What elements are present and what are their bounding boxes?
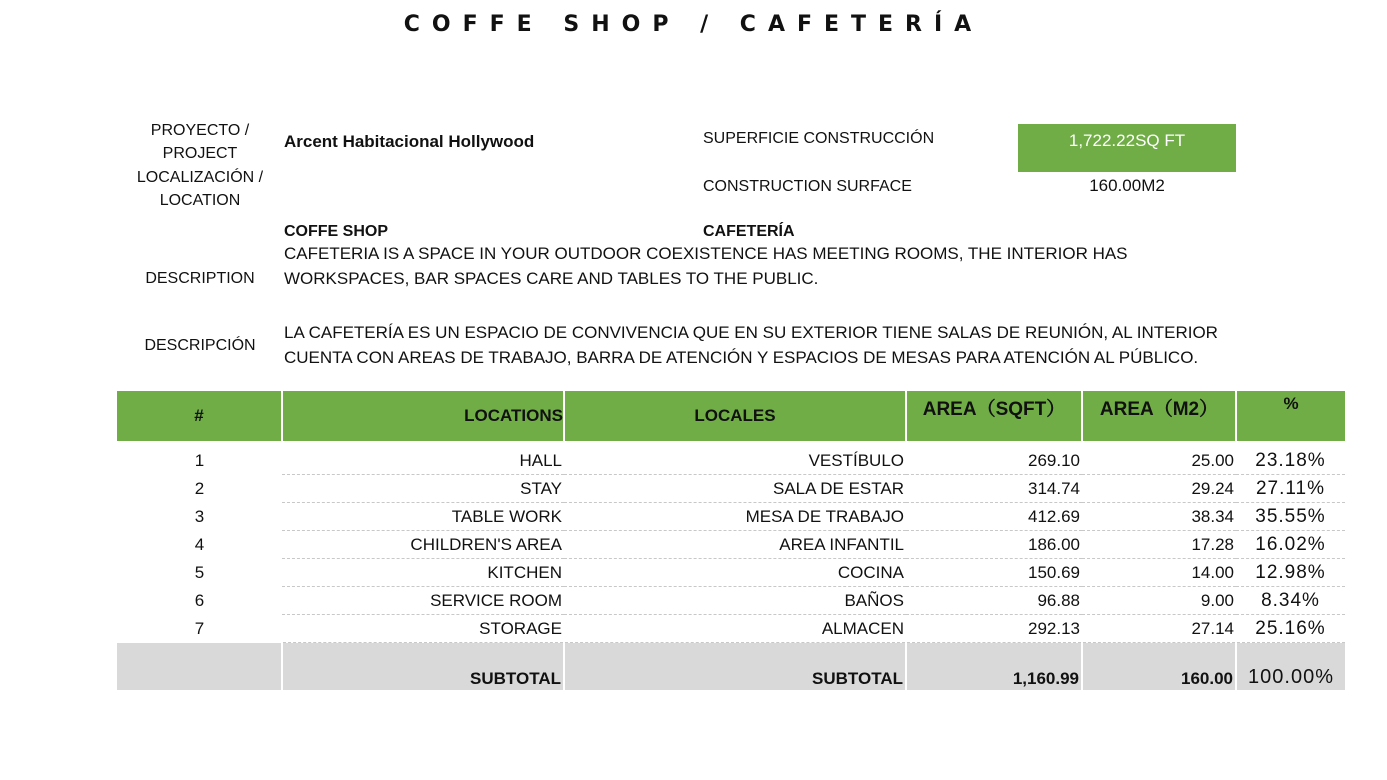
row-percent: 35.55% — [1236, 503, 1345, 531]
row-location: CHILDREN'S AREA — [282, 531, 564, 559]
surface-sqft-value: 1,722.22 — [1068, 131, 1136, 150]
row-local: COCINA — [564, 559, 906, 587]
row-number: 3 — [194, 506, 205, 526]
table-row — [117, 475, 1345, 503]
subtotal-label-en: SUBTOTAL — [282, 643, 564, 691]
subtotal-area-sqft: 1,160.99 — [906, 643, 1082, 691]
row-location: TABLE WORK — [282, 503, 564, 531]
row-area-sqft: 292.13 — [906, 615, 1082, 643]
table-row — [117, 447, 1345, 475]
surface-label-es: SUPERFICIE CONSTRUCCIÓN — [703, 130, 935, 147]
row-percent: 27.11% — [1236, 475, 1345, 503]
row-location: STORAGE — [282, 615, 564, 643]
header-locations: LOCATIONS — [282, 391, 564, 441]
table-row — [117, 503, 1345, 531]
row-area-m2: 14.00 — [1082, 559, 1236, 587]
project-name: Arcent Habitacional Hollywood — [284, 132, 535, 151]
row-local: MESA DE TRABAJO — [564, 503, 906, 531]
row-number: 4 — [194, 534, 205, 554]
row-location: STAY — [282, 475, 564, 503]
header-locales: LOCALES — [564, 391, 906, 441]
row-area-sqft: 412.69 — [906, 503, 1082, 531]
header-number: # — [117, 391, 282, 441]
row-local: VESTÍBULO — [564, 447, 906, 475]
row-percent: 16.02% — [1236, 531, 1345, 559]
heading-en: COFFE SHOP — [284, 223, 389, 240]
row-area-sqft: 186.00 — [906, 531, 1082, 559]
header-percent: % — [1236, 391, 1345, 441]
row-area-m2: 25.00 — [1082, 447, 1236, 475]
surface-sqft-box — [1018, 124, 1236, 172]
row-location: SERVICE ROOM — [282, 587, 564, 615]
row-number: 2 — [194, 478, 205, 498]
subtotal-label-es: SUBTOTAL — [564, 643, 906, 691]
row-area-m2: 29.24 — [1082, 475, 1236, 503]
description-en — [284, 241, 1364, 291]
surface-m2-value: 160.00 — [1089, 176, 1142, 195]
row-local: SALA DE ESTAR — [564, 475, 906, 503]
header-area-sqft: AREA（SQFT） — [906, 391, 1082, 441]
descripcion-label: DESCRIPCIÓN — [144, 337, 256, 354]
subtotal-percent: 100.00% — [1236, 643, 1345, 691]
surface-sqft-unit: SQ FT — [1135, 131, 1186, 150]
table-row — [117, 531, 1345, 559]
description-en-line: CAFETERIA IS A SPACE IN YOUR OUTDOOR COEXISTENCE HAS MEETING ROOMS, THE INTERIOR HAS — [284, 244, 1128, 263]
row-number: 5 — [194, 562, 205, 582]
description-label: DESCRIPTION — [145, 270, 255, 287]
table-header-row — [117, 391, 1345, 441]
surface-label-en: CONSTRUCTION SURFACE — [703, 178, 912, 195]
row-percent: 25.16% — [1236, 615, 1345, 643]
row-local: ALMACEN — [564, 615, 906, 643]
row-percent: 12.98% — [1236, 559, 1345, 587]
table-row — [117, 587, 1345, 615]
row-area-m2: 17.28 — [1082, 531, 1236, 559]
row-number: 1 — [194, 450, 205, 470]
description-es-line: LA CAFETERÍA ES UN ESPACIO DE CONVIVENCIA QUE EN SU EXTERIOR TIENE SALAS DE REUNIÓN, AL INTERIOR — [284, 323, 1218, 342]
subtotal-area-m2: 160.00 — [1082, 643, 1236, 691]
surface-m2-unit: M2 — [1141, 176, 1165, 195]
heading-es: CAFETERÍA — [703, 223, 795, 240]
description-es — [284, 320, 1364, 370]
page-title: COFFE SHOP / CAFETERÍA — [403, 12, 984, 37]
row-percent: 8.34% — [1236, 587, 1345, 615]
areas-table — [117, 391, 1345, 690]
row-location: KITCHEN — [282, 559, 564, 587]
surface-m2 — [1018, 176, 1236, 196]
row-area-sqft: 96.88 — [906, 587, 1082, 615]
row-area-sqft: 150.69 — [906, 559, 1082, 587]
row-area-m2: 9.00 — [1082, 587, 1236, 615]
description-es-line: CUENTA CON AREAS DE TRABAJO, BARRA DE ATENCIÓN Y ESPACIOS DE MESAS PARA ATENCIÓN AL PÚBLICO. — [284, 348, 1199, 367]
row-number: 6 — [194, 590, 205, 610]
table-row — [117, 615, 1345, 643]
location-label: LOCALIZACIÓN / LOCATION — [136, 169, 264, 209]
row-local: BAÑOS — [564, 587, 906, 615]
row-area-m2: 27.14 — [1082, 615, 1236, 643]
row-number: 7 — [194, 618, 205, 638]
subtotal-row — [117, 643, 1345, 691]
subtotal-number — [117, 643, 282, 691]
row-location: HALL — [282, 447, 564, 475]
project-label: PROYECTO / PROJECT — [150, 122, 250, 162]
table-row — [117, 559, 1345, 587]
description-en-line: WORKSPACES, BAR SPACES CARE AND TABLES TO THE PUBLIC. — [284, 269, 819, 288]
header-area-m2: AREA（M2） — [1082, 391, 1236, 441]
row-local: AREA INFANTIL — [564, 531, 906, 559]
row-area-sqft: 314.74 — [906, 475, 1082, 503]
row-area-sqft: 269.10 — [906, 447, 1082, 475]
row-percent: 23.18% — [1236, 447, 1345, 475]
row-area-m2: 38.34 — [1082, 503, 1236, 531]
